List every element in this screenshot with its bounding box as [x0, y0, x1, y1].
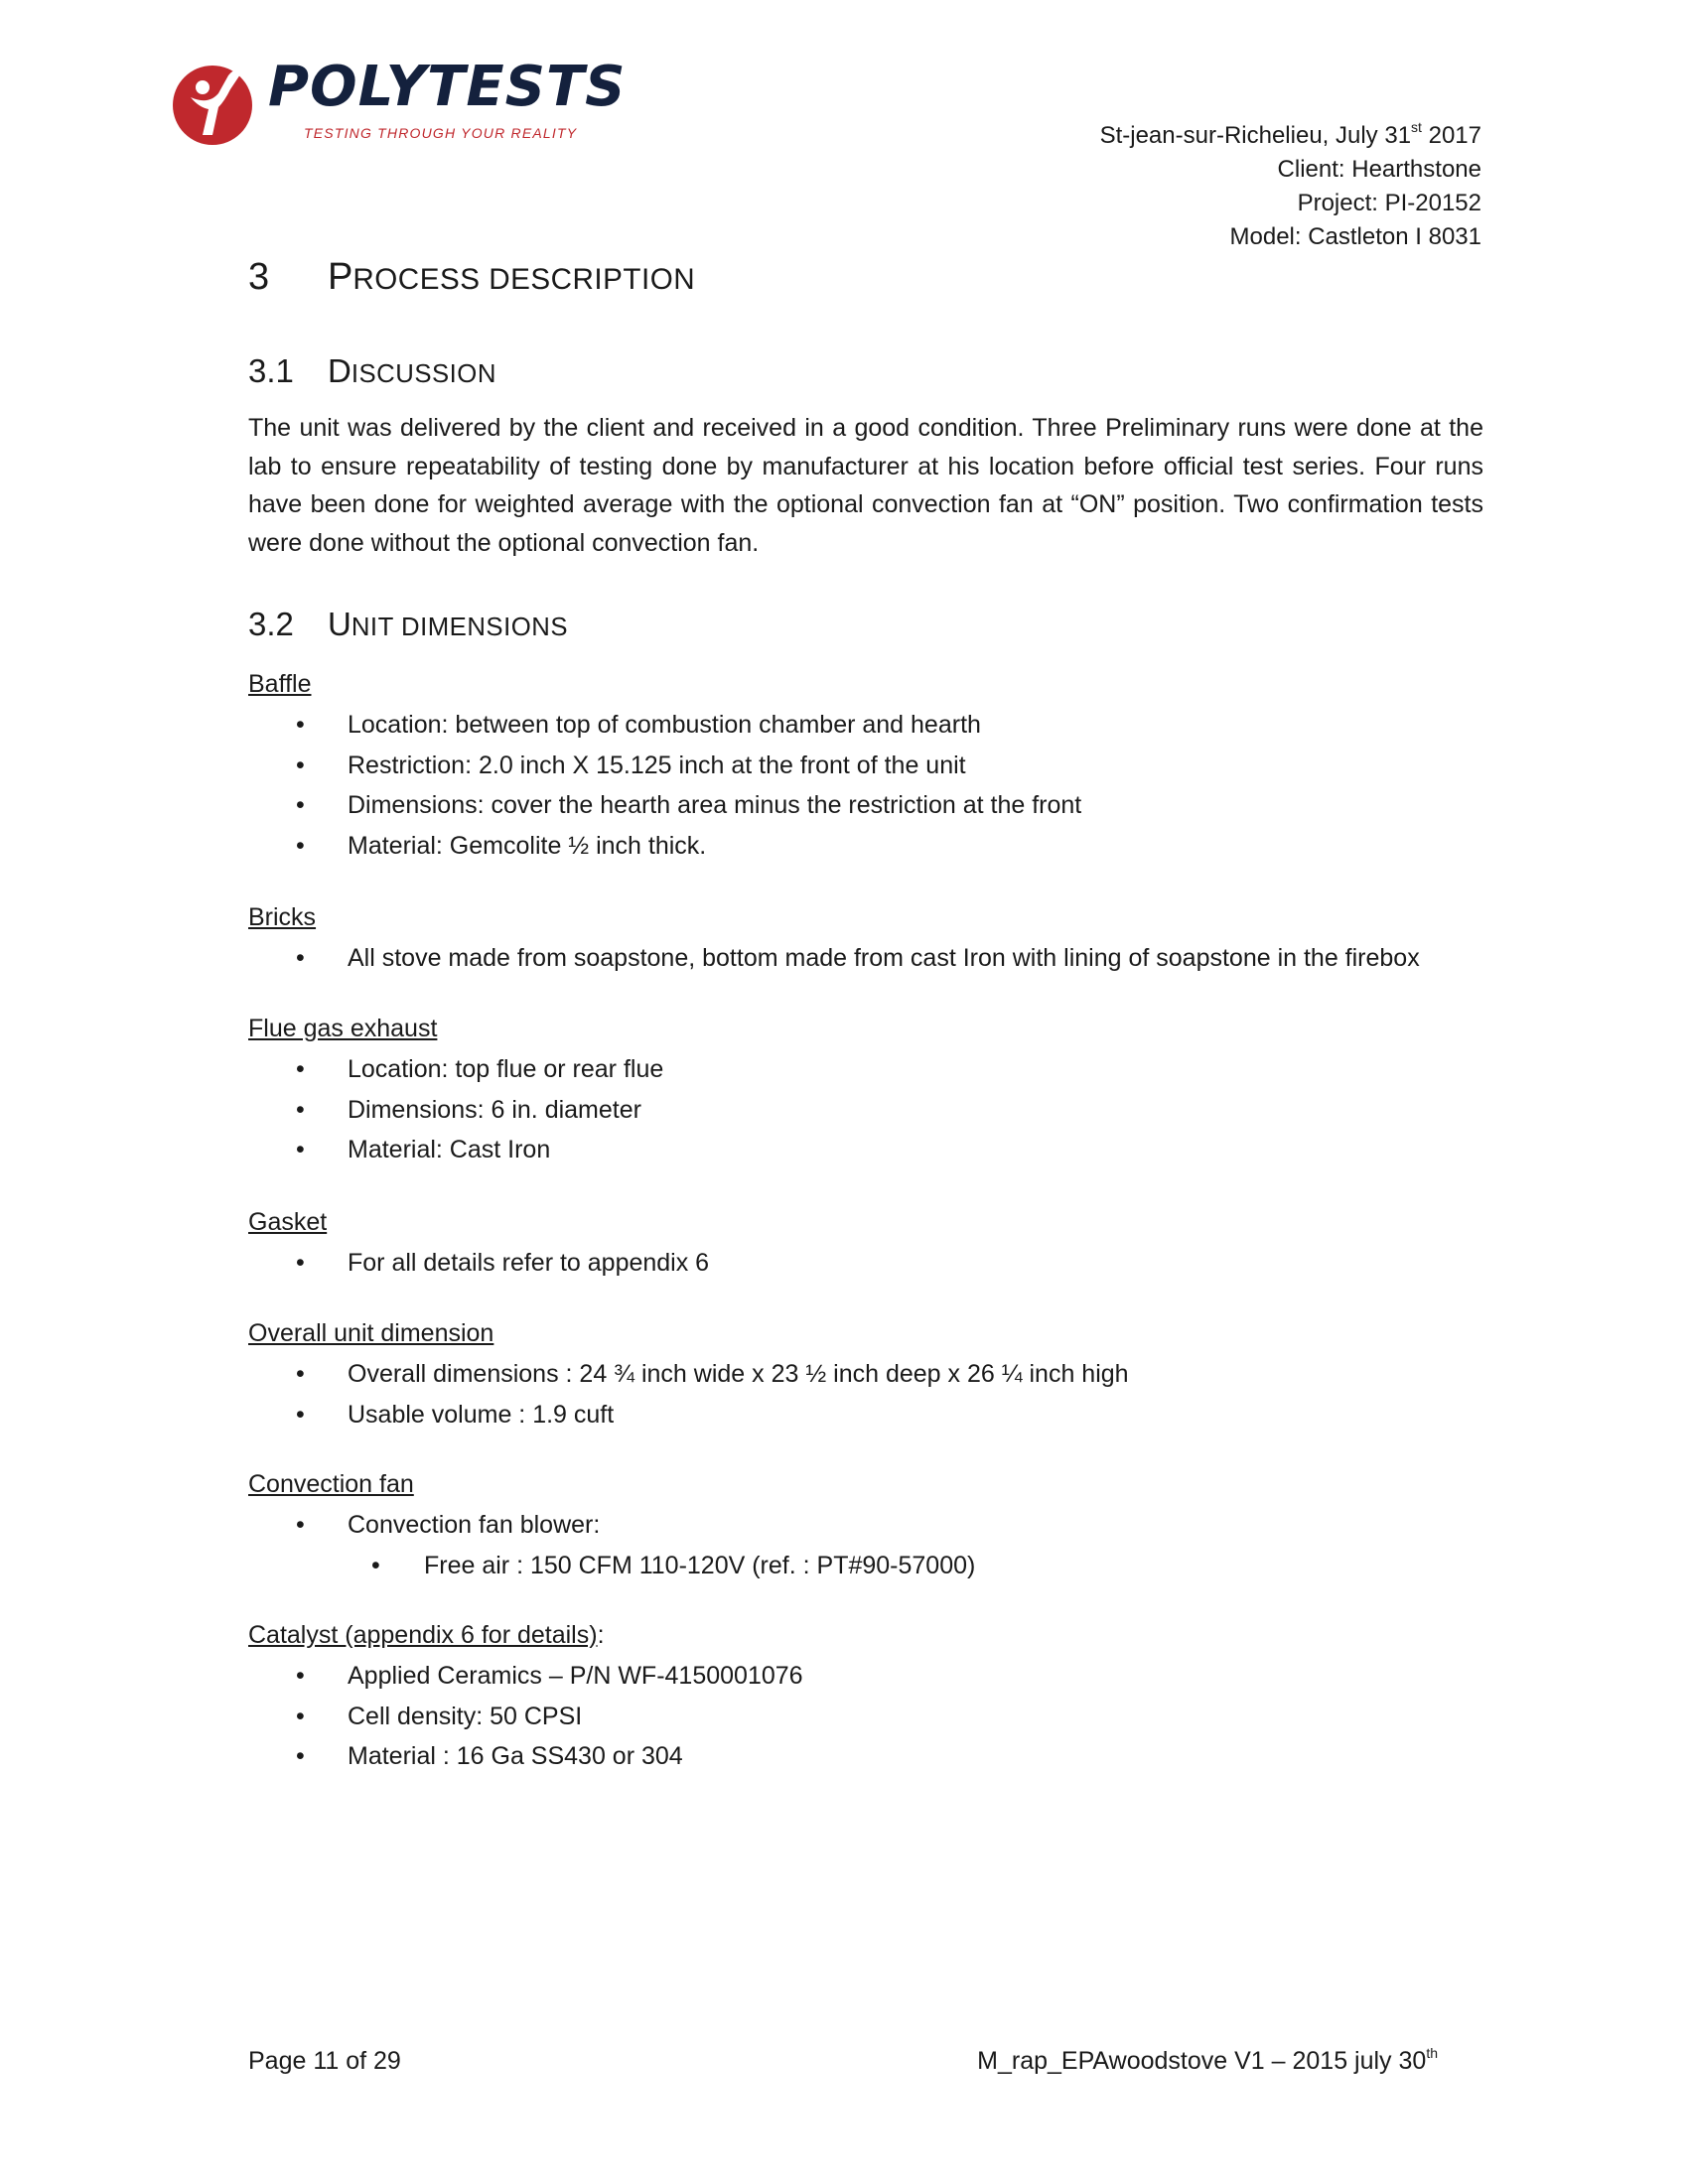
list-item: • Material: Gemcolite ½ inch thick.	[248, 826, 1499, 867]
catalyst-section	[248, 1616, 1499, 1777]
gasket-list	[248, 1243, 1499, 1284]
header-model: Model: Castleton I 8031	[1229, 223, 1481, 250]
discussion-paragraph: The unit was delivered by the client and received in a good condition. Three Preliminary runs were done at the lab to ensure repeatability of testing done by manufacturer at his location before official test series. Four runs have been done for weighted average with the optional convection fan at “ON” position. Two confirmation tests were done without the optional convection fan.	[248, 414, 1483, 557]
list-item: • All stove made from soapstone, bottom made from cast Iron with lining of soapstone in the firebox	[248, 938, 1499, 979]
catalyst-list	[248, 1656, 1499, 1777]
section-number: 3.2	[248, 606, 294, 642]
overall-title: Overall unit dimension	[248, 1319, 494, 1347]
convection-fan-title: Convection fan	[248, 1470, 414, 1498]
list-item: • Overall dimensions : 24 ¾ inch wide x 23 ½ inch deep x 26 ¼ inch high	[248, 1354, 1499, 1395]
polytests-logo	[169, 55, 627, 147]
list-item: • Cell density: 50 CPSI	[248, 1697, 1499, 1737]
list-item: • Dimensions: 6 in. diameter	[248, 1090, 1499, 1131]
baffle-title: Baffle	[248, 670, 312, 698]
list-item: • For all details refer to appendix 6	[248, 1243, 1499, 1284]
section-number: 3.1	[248, 352, 294, 389]
section-3-1-heading: 3.1 DISCUSSION	[248, 352, 496, 389]
header-client: Client: Hearthstone	[1277, 156, 1481, 183]
logo-wordmark: POLYTESTS	[268, 55, 627, 119]
catalyst-title: Catalyst (appendix 6 for details):	[248, 1621, 605, 1649]
flue-title: Flue gas exhaust	[248, 1015, 438, 1042]
logo-tagline: TESTING THROUGH YOUR REALITY	[304, 125, 578, 141]
header-date: St-jean-sur-Richelieu, July 31st 2017	[1099, 119, 1481, 149]
list-item: • Restriction: 2.0 inch X 15.125 inch at the front of the unit	[248, 746, 1499, 786]
overall-section	[248, 1314, 1499, 1434]
page-number: Page 11 of 29	[248, 2047, 401, 2075]
bricks-title: Bricks	[248, 903, 317, 931]
convection-fan-list	[248, 1505, 1499, 1546]
flue-list	[248, 1049, 1499, 1170]
list-item: • Location: between top of combustion chamber and hearth	[248, 705, 1499, 746]
header-project: Project: PI-20152	[1297, 190, 1481, 216]
list-item: • Usable volume : 1.9 cuft	[248, 1395, 1499, 1435]
document-reference: M_rap_EPAwoodstove V1 – 2015 july 30th	[977, 2044, 1438, 2075]
list-item: • Free air : 150 CFM 110-120V (ref. : PT#90-57000)	[248, 1546, 1499, 1586]
bricks-list	[248, 938, 1499, 979]
list-item: • Material: Cast Iron	[248, 1130, 1499, 1170]
list-item: • Material : 16 Ga SS430 or 304	[248, 1736, 1499, 1777]
polytests-logo-mark-icon	[169, 58, 260, 149]
list-item: • Convection fan blower:	[248, 1505, 1499, 1546]
convection-fan-sublist	[248, 1546, 1499, 1586]
gasket-section	[248, 1203, 1499, 1284]
overall-list	[248, 1354, 1499, 1434]
list-item: • Location: top flue or rear flue	[248, 1049, 1499, 1090]
list-item: • Dimensions: cover the hearth area minus the restriction at the front	[248, 785, 1499, 826]
header-info	[1100, 119, 1481, 254]
section-3-2-heading: 3.2 UNIT DIMENSIONS	[248, 606, 568, 642]
section-number: 3	[248, 256, 270, 298]
section-3-heading: 3 PROCESS DESCRIPTION	[248, 256, 696, 298]
baffle-section	[248, 665, 1499, 866]
convection-fan-section	[248, 1465, 1499, 1585]
list-item: • Applied Ceramics – P/N WF-4150001076	[248, 1656, 1499, 1697]
baffle-list	[248, 705, 1499, 866]
flue-section	[248, 1010, 1499, 1170]
bricks-section	[248, 898, 1499, 979]
gasket-title: Gasket	[248, 1208, 328, 1236]
